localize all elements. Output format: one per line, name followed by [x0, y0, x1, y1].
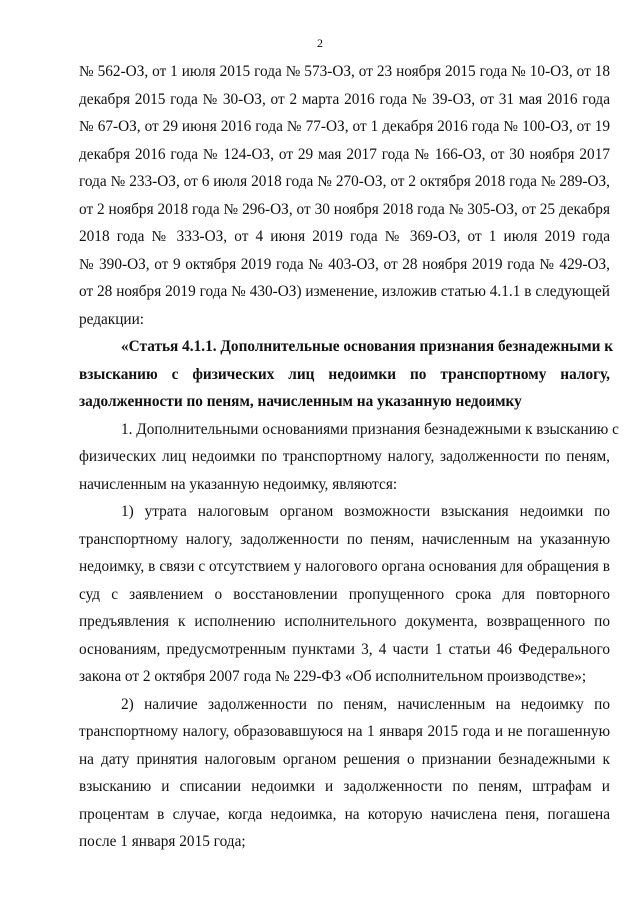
text-line: № 67-ОЗ, от 29 июня 2016 года № 77-ОЗ, от 1 декабря 2016 года № 100-ОЗ, от 19 [79, 118, 610, 135]
heading-line: «Статья 4.1.1. Дополнительные основания признания безнадежными к [121, 338, 614, 355]
text-line: после 1 января 2015 года; [79, 833, 246, 850]
text-line: редакции: [79, 310, 145, 328]
text-line: транспортному налогу, образовавшуюся на 1 января 2015 года и не погашенную [79, 723, 610, 740]
text-line: начисленным на указанную недоимку, являются: [79, 475, 398, 493]
text-line: 1. Дополнительными основаниями признания безнадежными к взысканию с [121, 420, 619, 438]
heading-line: взысканию с физических лиц недоимки по транспортному налогу, [79, 365, 610, 383]
heading-line: задолженности по пеням, начисленным на указанную недоимку [79, 393, 522, 410]
list-item-1 [79, 498, 610, 691]
text-line: № 562-ОЗ, от 1 июля 2015 года № 573-ОЗ, от 23 ноября 2015 года № 10-ОЗ, от 18 [79, 63, 610, 80]
text-line: процентам в случае, когда недоимка, на которую начислена пеня, погашена [79, 805, 610, 823]
paragraph-1 [79, 416, 619, 499]
article-heading [79, 333, 614, 416]
text-line: транспортному налогу, задолженности по пеням, начисленным на указанную [79, 530, 610, 548]
text-line: декабря 2016 года № 124-ОЗ, от 29 мая 2017 года № 166-ОЗ, от 30 ноября 2017 [79, 145, 610, 163]
text-line: предъявления к исполнению исполнительного документа, возвращенного по [79, 613, 610, 630]
list-item-2 [79, 691, 610, 856]
text-line: физических лиц недоимки по транспортному налогу, задолженности по пеням, [79, 448, 610, 465]
text-line: 2) наличие задолженности по пеням, начисленным на недоимку по [121, 695, 610, 713]
text-line: от 28 ноября 2019 года № 430-ОЗ) изменение, изложив статью 4.1.1 в следующей [79, 283, 610, 300]
text-line: основаниям, предусмотренным пунктами 3, 4 части 1 статьи 46 Федерального [79, 640, 610, 658]
text-line: 1) утрата налоговым органом возможности взыскания недоимки по [121, 503, 610, 520]
text-line: закона от 2 октября 2007 года № 229-ФЗ «Об исполнительном производстве»; [79, 668, 587, 685]
page-number: 2 [317, 36, 323, 50]
intro-paragraph [79, 58, 610, 333]
text-line: 2018 года № 333-ОЗ, от 4 июня 2019 года № 369-ОЗ, от 1 июля 2019 года [79, 228, 610, 245]
text-line: от 2 ноября 2018 года № 296-ОЗ, от 30 ноября 2018 года № 305-ОЗ, от 25 декабря [79, 200, 610, 218]
text-line: недоимку, в связи с отсутствием у налогового органа основания для обращения в [79, 558, 610, 575]
text-line: взысканию и списании недоимки и задолженности по пеням, штрафам и [79, 778, 610, 795]
text-line: на дату принятия налоговым органом решения о признании безнадежными к [79, 750, 610, 768]
text-line: года № 233-ОЗ, от 6 июля 2018 года № 270-ОЗ, от 2 октября 2018 года № 289-ОЗ, [79, 173, 610, 190]
text-line: декабря 2015 года № 30-ОЗ, от 2 марта 2016 года № 39-ОЗ, от 31 мая 2016 года [79, 90, 610, 108]
text-line: № 390-ОЗ, от 9 октября 2019 года № 403-ОЗ, от 28 ноября 2019 года № 429-ОЗ, [79, 255, 610, 273]
text-line: суд с заявлением о восстановлении пропущенного срока для повторного [79, 585, 610, 603]
document-body [79, 58, 619, 856]
